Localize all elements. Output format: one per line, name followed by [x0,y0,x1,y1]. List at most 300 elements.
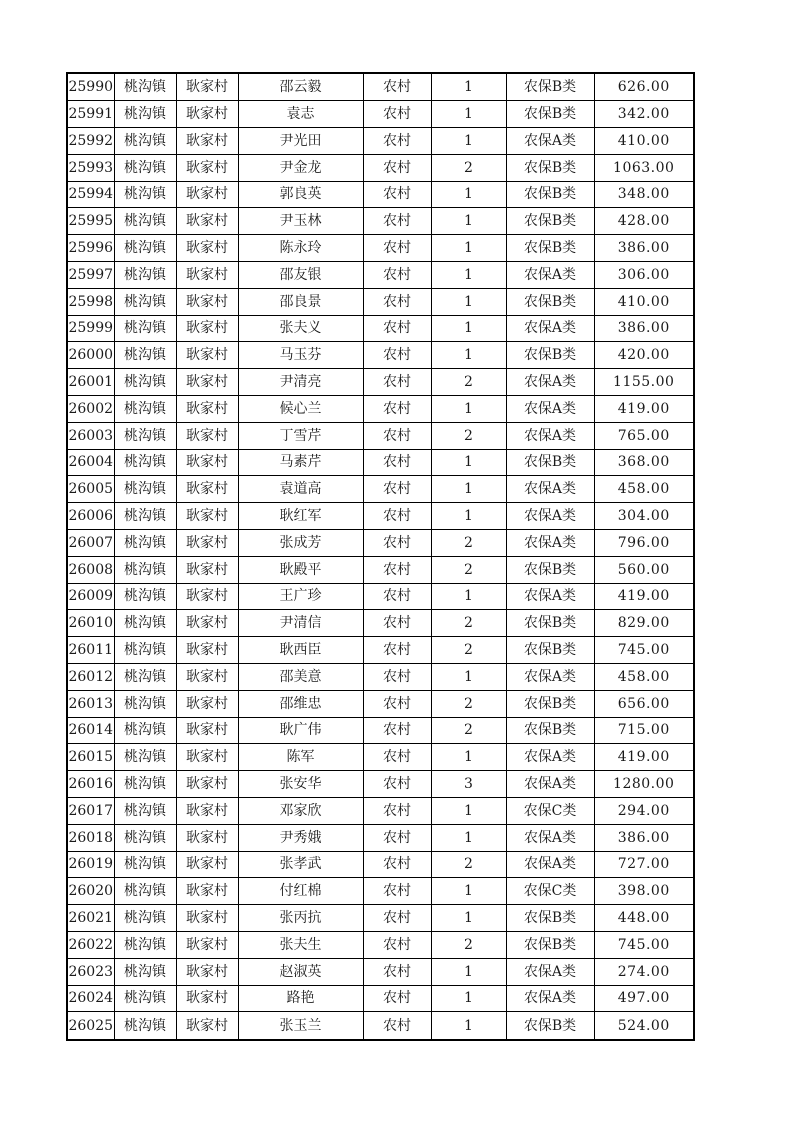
cell-household-category: 农村 [363,610,431,637]
cell-town: 桃沟镇 [114,771,176,798]
table-row [67,181,694,208]
cell-amount: 386.00 [594,235,694,262]
cell-record-id: 26005 [67,476,114,503]
cell-record-id: 26007 [67,529,114,556]
cell-village: 耿家村 [176,181,238,208]
cell-person-count: 1 [431,101,506,128]
cell-person-count: 1 [431,288,506,315]
table-row [67,73,694,101]
cell-town: 桃沟镇 [114,985,176,1012]
cell-person-name: 张夫生 [238,931,363,958]
cell-village: 耿家村 [176,288,238,315]
table-body [67,73,694,1040]
cell-person-count: 1 [431,73,506,101]
cell-town: 桃沟镇 [114,637,176,664]
cell-record-id: 26016 [67,771,114,798]
table-row [67,476,694,503]
cell-record-id: 25998 [67,288,114,315]
cell-person-count: 2 [431,851,506,878]
cell-person-name: 尹清信 [238,610,363,637]
cell-amount: 458.00 [594,663,694,690]
cell-town: 桃沟镇 [114,744,176,771]
cell-person-count: 1 [431,235,506,262]
table-row [67,958,694,985]
cell-amount: 342.00 [594,101,694,128]
cell-amount: 745.00 [594,931,694,958]
cell-household-category: 农村 [363,958,431,985]
cell-person-count: 3 [431,771,506,798]
cell-amount: 448.00 [594,905,694,932]
cell-record-id: 26020 [67,878,114,905]
cell-record-id: 25993 [67,154,114,181]
cell-household-category: 农村 [363,529,431,556]
cell-household-category: 农村 [363,503,431,530]
cell-village: 耿家村 [176,73,238,101]
cell-town: 桃沟镇 [114,422,176,449]
cell-amount: 458.00 [594,476,694,503]
cell-amount: 419.00 [594,395,694,422]
table-row [67,449,694,476]
cell-person-count: 1 [431,128,506,155]
cell-amount: 274.00 [594,958,694,985]
cell-person-count: 1 [431,395,506,422]
cell-person-name: 尹光田 [238,128,363,155]
cell-household-category: 农村 [363,851,431,878]
cell-household-category: 农村 [363,369,431,396]
cell-person-count: 1 [431,663,506,690]
cell-person-count: 1 [431,878,506,905]
cell-town: 桃沟镇 [114,154,176,181]
cell-person-name: 赵淑英 [238,958,363,985]
cell-town: 桃沟镇 [114,663,176,690]
cell-household-category: 农村 [363,395,431,422]
cell-village: 耿家村 [176,261,238,288]
table-row [67,610,694,637]
cell-person-name: 张夫义 [238,315,363,342]
cell-person-name: 付红棉 [238,878,363,905]
cell-record-id: 26012 [67,663,114,690]
cell-record-id: 26022 [67,931,114,958]
cell-insurance-class: 农保A类 [506,315,594,342]
table-row [67,717,694,744]
cell-village: 耿家村 [176,101,238,128]
cell-person-count: 1 [431,1012,506,1040]
cell-amount: 294.00 [594,797,694,824]
cell-household-category: 农村 [363,101,431,128]
cell-person-name: 耿殿平 [238,556,363,583]
cell-town: 桃沟镇 [114,583,176,610]
cell-person-name: 马素芹 [238,449,363,476]
cell-person-count: 1 [431,476,506,503]
cell-insurance-class: 农保A类 [506,503,594,530]
cell-amount: 656.00 [594,690,694,717]
table-row [67,315,694,342]
cell-insurance-class: 农保A类 [506,851,594,878]
cell-village: 耿家村 [176,905,238,932]
cell-household-category: 农村 [363,637,431,664]
cell-person-count: 2 [431,556,506,583]
cell-household-category: 农村 [363,261,431,288]
cell-town: 桃沟镇 [114,369,176,396]
cell-household-category: 农村 [363,797,431,824]
cell-insurance-class: 农保B类 [506,690,594,717]
cell-insurance-class: 农保B类 [506,637,594,664]
cell-household-category: 农村 [363,73,431,101]
cell-insurance-class: 农保C类 [506,797,594,824]
cell-amount: 368.00 [594,449,694,476]
cell-person-name: 邓家欣 [238,797,363,824]
cell-person-name: 张安华 [238,771,363,798]
cell-town: 桃沟镇 [114,73,176,101]
cell-person-name: 郭良英 [238,181,363,208]
cell-household-category: 农村 [363,556,431,583]
table-row [67,690,694,717]
cell-household-category: 农村 [363,181,431,208]
cell-household-category: 农村 [363,905,431,932]
cell-insurance-class: 农保B类 [506,1012,594,1040]
cell-amount: 727.00 [594,851,694,878]
table-row [67,663,694,690]
cell-amount: 829.00 [594,610,694,637]
cell-amount: 386.00 [594,315,694,342]
table-row [67,154,694,181]
cell-household-category: 农村 [363,315,431,342]
cell-village: 耿家村 [176,315,238,342]
cell-town: 桃沟镇 [114,235,176,262]
cell-person-count: 1 [431,315,506,342]
cell-insurance-class: 农保B类 [506,181,594,208]
cell-person-name: 尹清亮 [238,369,363,396]
cell-person-count: 1 [431,208,506,235]
table-row [67,824,694,851]
cell-person-name: 耿广伟 [238,717,363,744]
cell-insurance-class: 农保B类 [506,154,594,181]
cell-record-id: 26009 [67,583,114,610]
cell-town: 桃沟镇 [114,1012,176,1040]
cell-insurance-class: 农保A类 [506,476,594,503]
cell-record-id: 25997 [67,261,114,288]
table-row [67,985,694,1012]
cell-person-count: 1 [431,449,506,476]
cell-amount: 428.00 [594,208,694,235]
cell-record-id: 26000 [67,342,114,369]
cell-town: 桃沟镇 [114,101,176,128]
cell-insurance-class: 农保A类 [506,958,594,985]
cell-household-category: 农村 [363,931,431,958]
cell-village: 耿家村 [176,985,238,1012]
cell-record-id: 26021 [67,905,114,932]
cell-record-id: 26004 [67,449,114,476]
cell-person-name: 尹玉林 [238,208,363,235]
cell-person-name: 袁志 [238,101,363,128]
cell-person-count: 1 [431,985,506,1012]
cell-insurance-class: 农保A类 [506,771,594,798]
cell-amount: 419.00 [594,583,694,610]
cell-village: 耿家村 [176,369,238,396]
cell-insurance-class: 农保B类 [506,931,594,958]
cell-record-id: 25995 [67,208,114,235]
cell-town: 桃沟镇 [114,690,176,717]
table-row [67,771,694,798]
cell-village: 耿家村 [176,744,238,771]
cell-person-count: 1 [431,797,506,824]
cell-town: 桃沟镇 [114,181,176,208]
cell-town: 桃沟镇 [114,717,176,744]
table-row [67,529,694,556]
cell-person-count: 1 [431,744,506,771]
table-row [67,288,694,315]
table-row [67,128,694,155]
cell-town: 桃沟镇 [114,449,176,476]
cell-village: 耿家村 [176,128,238,155]
cell-town: 桃沟镇 [114,824,176,851]
cell-person-count: 2 [431,931,506,958]
cell-village: 耿家村 [176,878,238,905]
table-row [67,931,694,958]
cell-village: 耿家村 [176,235,238,262]
cell-person-count: 1 [431,824,506,851]
cell-record-id: 26006 [67,503,114,530]
cell-village: 耿家村 [176,395,238,422]
cell-village: 耿家村 [176,663,238,690]
cell-insurance-class: 农保B类 [506,208,594,235]
cell-record-id: 26024 [67,985,114,1012]
records-table [66,72,695,1041]
cell-household-category: 农村 [363,208,431,235]
cell-insurance-class: 农保A类 [506,663,594,690]
cell-person-name: 邵美意 [238,663,363,690]
cell-person-name: 邵维忠 [238,690,363,717]
cell-village: 耿家村 [176,476,238,503]
cell-village: 耿家村 [176,824,238,851]
cell-person-name: 马玉芬 [238,342,363,369]
table-row [67,905,694,932]
cell-town: 桃沟镇 [114,476,176,503]
cell-town: 桃沟镇 [114,261,176,288]
table-row [67,797,694,824]
cell-amount: 560.00 [594,556,694,583]
cell-person-count: 2 [431,154,506,181]
cell-person-count: 2 [431,369,506,396]
cell-record-id: 25991 [67,101,114,128]
cell-town: 桃沟镇 [114,878,176,905]
table-row [67,878,694,905]
cell-amount: 398.00 [594,878,694,905]
cell-town: 桃沟镇 [114,503,176,530]
cell-person-name: 王广珍 [238,583,363,610]
table-row [67,395,694,422]
cell-household-category: 农村 [363,878,431,905]
cell-insurance-class: 农保A类 [506,824,594,851]
cell-amount: 626.00 [594,73,694,101]
cell-insurance-class: 农保B类 [506,610,594,637]
cell-insurance-class: 农保B类 [506,235,594,262]
cell-record-id: 26008 [67,556,114,583]
cell-household-category: 农村 [363,985,431,1012]
cell-insurance-class: 农保B类 [506,73,594,101]
cell-town: 桃沟镇 [114,931,176,958]
cell-amount: 348.00 [594,181,694,208]
cell-household-category: 农村 [363,771,431,798]
cell-person-name: 袁道高 [238,476,363,503]
cell-person-name: 陈军 [238,744,363,771]
cell-town: 桃沟镇 [114,556,176,583]
cell-insurance-class: 农保A类 [506,529,594,556]
cell-record-id: 26025 [67,1012,114,1040]
cell-insurance-class: 农保B类 [506,342,594,369]
table-row [67,744,694,771]
cell-household-category: 农村 [363,449,431,476]
cell-person-count: 2 [431,690,506,717]
cell-village: 耿家村 [176,771,238,798]
cell-amount: 765.00 [594,422,694,449]
cell-household-category: 农村 [363,690,431,717]
cell-amount: 410.00 [594,288,694,315]
cell-person-count: 2 [431,422,506,449]
cell-household-category: 农村 [363,583,431,610]
cell-insurance-class: 农保A类 [506,422,594,449]
cell-record-id: 26018 [67,824,114,851]
cell-insurance-class: 农保A类 [506,583,594,610]
cell-person-count: 1 [431,261,506,288]
cell-amount: 410.00 [594,128,694,155]
cell-amount: 796.00 [594,529,694,556]
cell-household-category: 农村 [363,744,431,771]
cell-person-name: 丁雪芹 [238,422,363,449]
table-row [67,503,694,530]
cell-amount: 715.00 [594,717,694,744]
cell-record-id: 26001 [67,369,114,396]
table-row [67,556,694,583]
cell-person-count: 1 [431,958,506,985]
cell-insurance-class: 农保A类 [506,261,594,288]
cell-record-id: 26015 [67,744,114,771]
cell-insurance-class: 农保B类 [506,717,594,744]
cell-person-name: 张玉兰 [238,1012,363,1040]
cell-town: 桃沟镇 [114,128,176,155]
cell-insurance-class: 农保B类 [506,905,594,932]
cell-household-category: 农村 [363,1012,431,1040]
cell-record-id: 25992 [67,128,114,155]
table-row [67,369,694,396]
cell-town: 桃沟镇 [114,288,176,315]
cell-town: 桃沟镇 [114,395,176,422]
cell-town: 桃沟镇 [114,342,176,369]
cell-person-name: 尹金龙 [238,154,363,181]
cell-amount: 304.00 [594,503,694,530]
cell-village: 耿家村 [176,556,238,583]
cell-amount: 419.00 [594,744,694,771]
cell-record-id: 26017 [67,797,114,824]
cell-village: 耿家村 [176,797,238,824]
cell-insurance-class: 农保B类 [506,288,594,315]
cell-person-name: 陈永玲 [238,235,363,262]
cell-village: 耿家村 [176,583,238,610]
cell-town: 桃沟镇 [114,208,176,235]
cell-record-id: 26013 [67,690,114,717]
cell-person-name: 张孝武 [238,851,363,878]
cell-amount: 524.00 [594,1012,694,1040]
cell-person-count: 1 [431,181,506,208]
table-row [67,851,694,878]
cell-town: 桃沟镇 [114,315,176,342]
cell-household-category: 农村 [363,717,431,744]
cell-village: 耿家村 [176,717,238,744]
cell-amount: 1155.00 [594,369,694,396]
cell-village: 耿家村 [176,503,238,530]
cell-village: 耿家村 [176,1012,238,1040]
table-row [67,637,694,664]
cell-person-count: 1 [431,503,506,530]
cell-insurance-class: 农保A类 [506,985,594,1012]
cell-insurance-class: 农保A类 [506,128,594,155]
cell-household-category: 农村 [363,476,431,503]
cell-household-category: 农村 [363,342,431,369]
cell-record-id: 26003 [67,422,114,449]
cell-insurance-class: 农保A类 [506,369,594,396]
cell-person-count: 2 [431,637,506,664]
cell-amount: 420.00 [594,342,694,369]
cell-amount: 745.00 [594,637,694,664]
cell-village: 耿家村 [176,449,238,476]
table-row [67,208,694,235]
table-row [67,101,694,128]
cell-village: 耿家村 [176,851,238,878]
cell-town: 桃沟镇 [114,529,176,556]
cell-record-id: 26023 [67,958,114,985]
table-row [67,342,694,369]
cell-town: 桃沟镇 [114,958,176,985]
cell-village: 耿家村 [176,610,238,637]
cell-record-id: 26019 [67,851,114,878]
cell-household-category: 农村 [363,128,431,155]
table-row [67,235,694,262]
cell-record-id: 25990 [67,73,114,101]
cell-insurance-class: 农保A类 [506,395,594,422]
cell-insurance-class: 农保B类 [506,101,594,128]
cell-person-name: 候心兰 [238,395,363,422]
cell-person-name: 邵良景 [238,288,363,315]
cell-record-id: 25996 [67,235,114,262]
cell-person-name: 耿西臣 [238,637,363,664]
cell-amount: 1063.00 [594,154,694,181]
cell-person-name: 张丙抗 [238,905,363,932]
cell-village: 耿家村 [176,208,238,235]
cell-household-category: 农村 [363,288,431,315]
cell-village: 耿家村 [176,931,238,958]
cell-person-count: 2 [431,610,506,637]
table-row [67,1012,694,1040]
cell-person-name: 耿红军 [238,503,363,530]
table-row [67,261,694,288]
cell-village: 耿家村 [176,422,238,449]
cell-record-id: 26002 [67,395,114,422]
cell-household-category: 农村 [363,422,431,449]
cell-insurance-class: 农保C类 [506,878,594,905]
cell-record-id: 26011 [67,637,114,664]
cell-person-count: 2 [431,717,506,744]
cell-town: 桃沟镇 [114,610,176,637]
cell-village: 耿家村 [176,154,238,181]
cell-insurance-class: 农保A类 [506,744,594,771]
cell-record-id: 25994 [67,181,114,208]
cell-village: 耿家村 [176,958,238,985]
cell-person-name: 路艳 [238,985,363,1012]
cell-village: 耿家村 [176,690,238,717]
table-row [67,583,694,610]
cell-household-category: 农村 [363,235,431,262]
cell-person-name: 张成芳 [238,529,363,556]
